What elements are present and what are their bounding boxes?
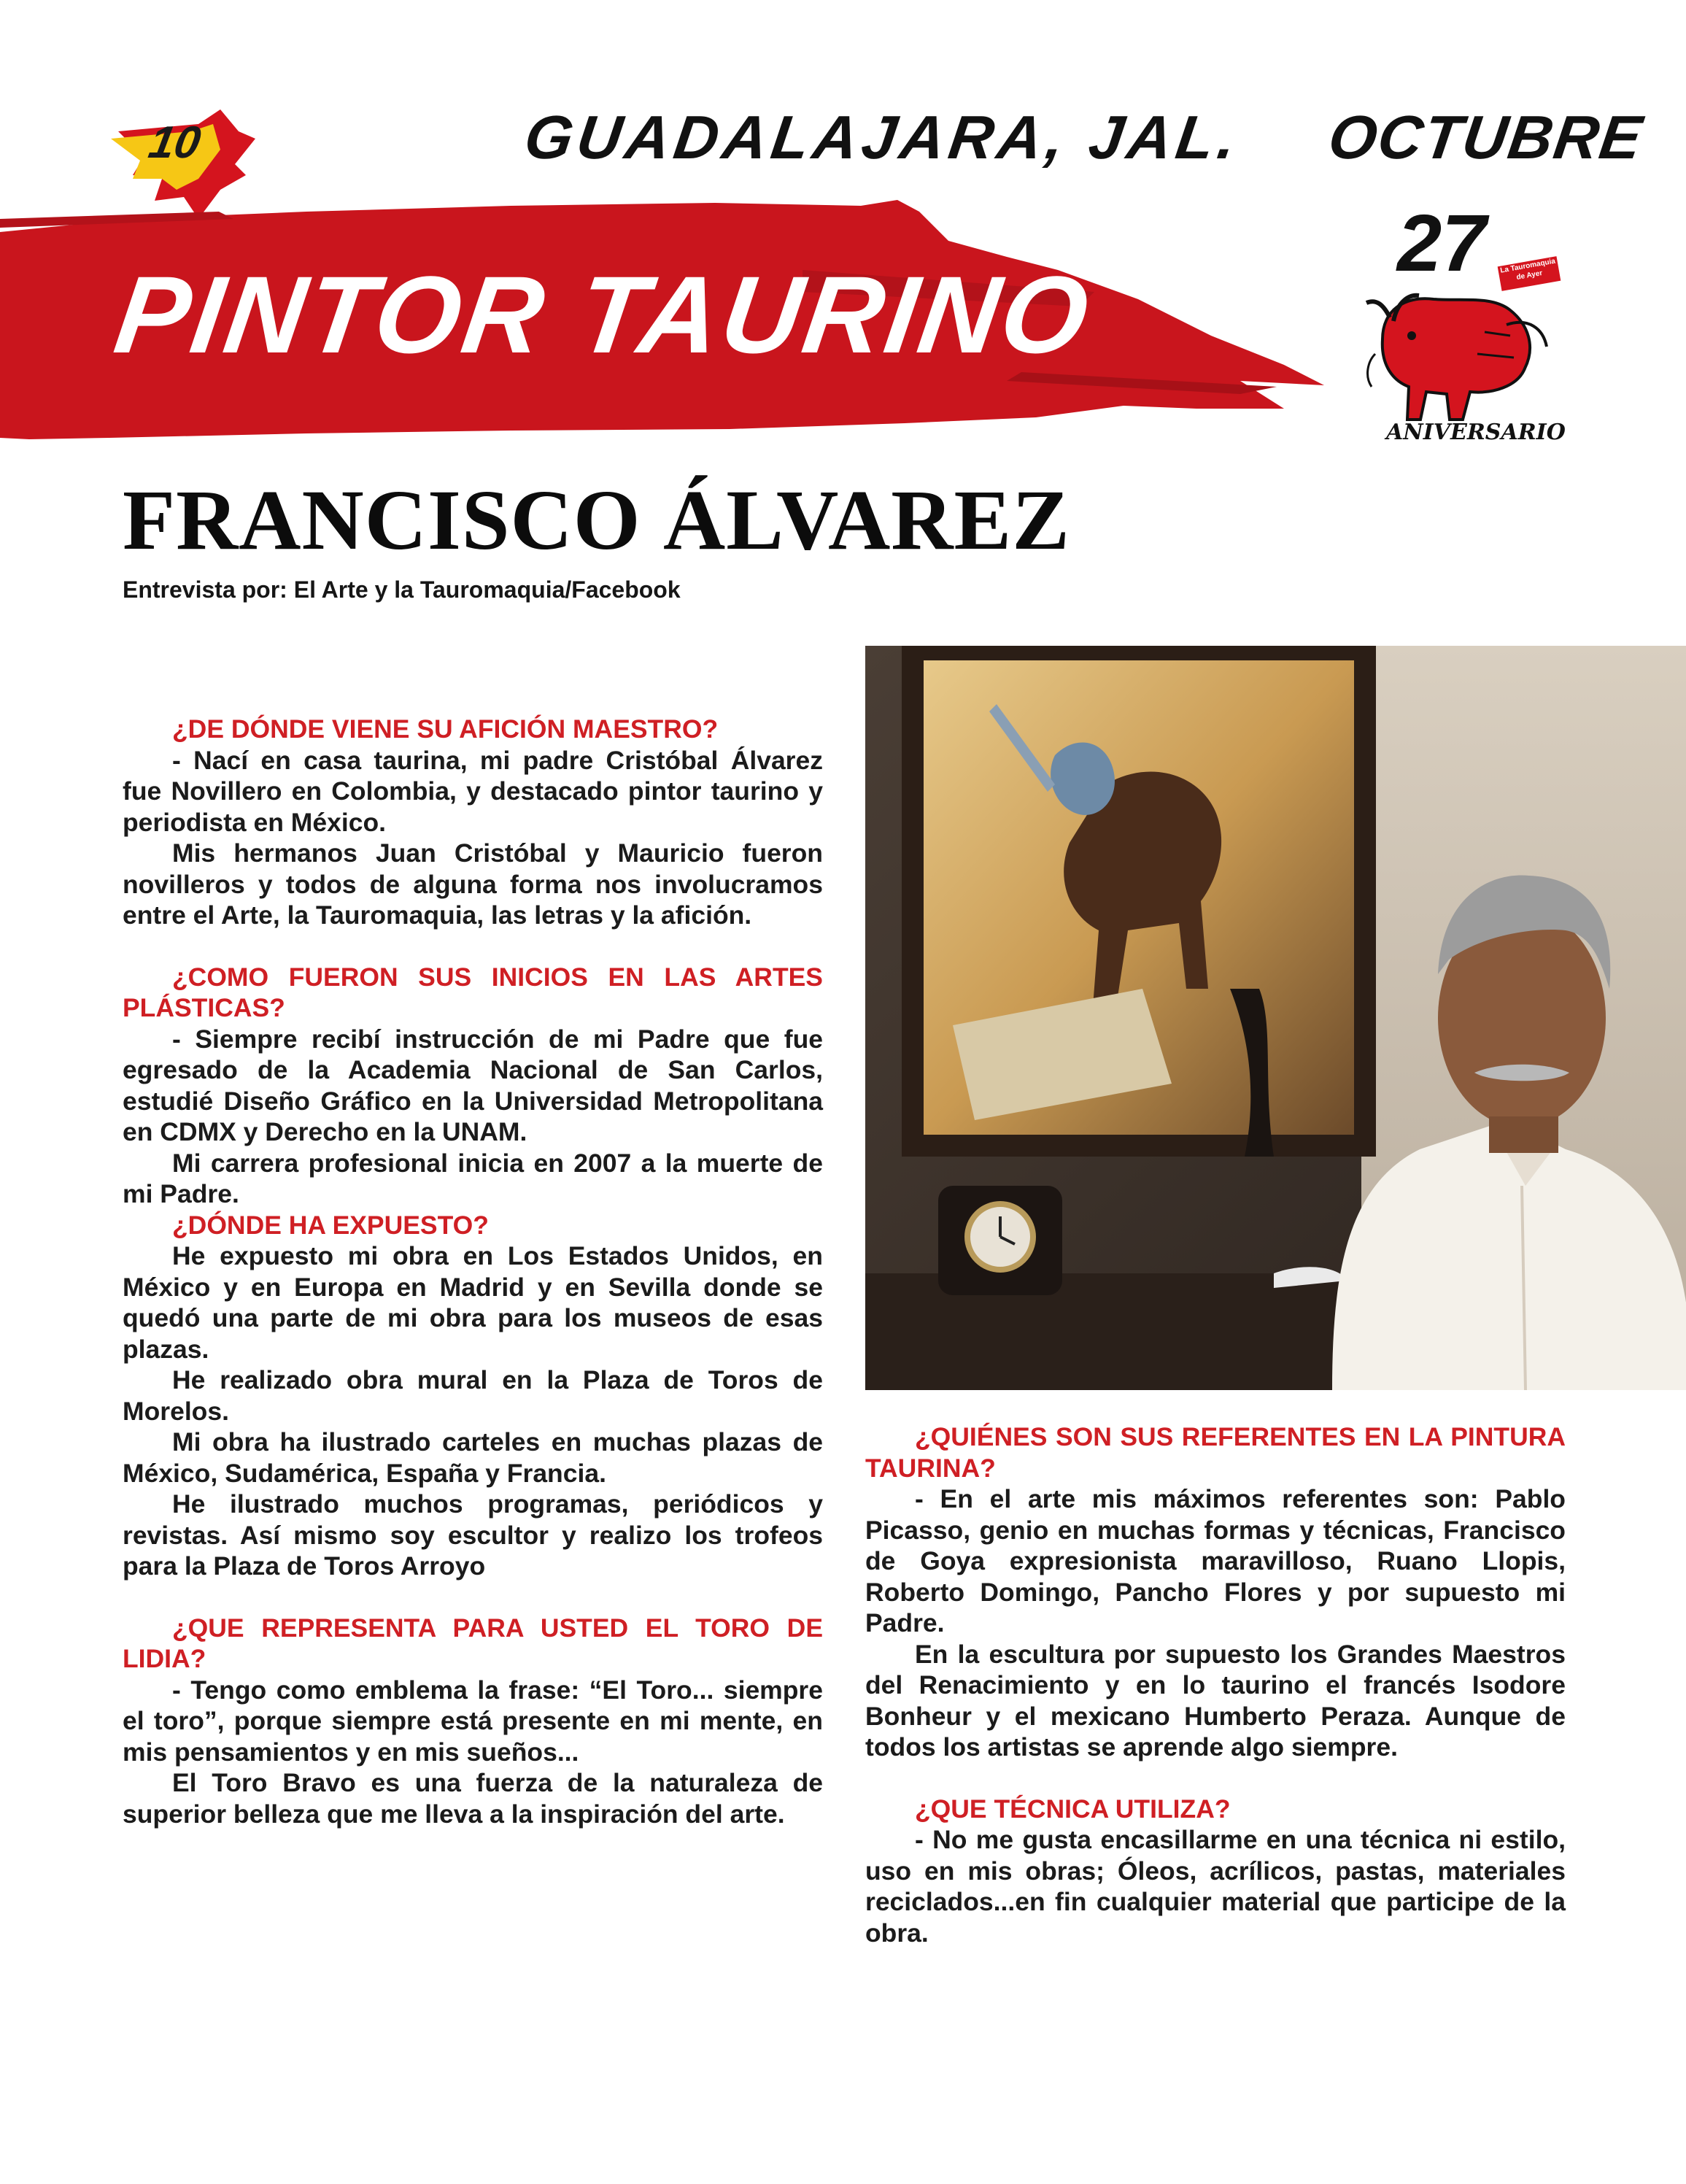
page-number: 10 [144,117,205,168]
question-heading: ¿COMO FUERON SUS INICIOS EN LAS ARTES PLÁSTICAS? [123,962,823,1022]
answer-paragraph: Mi obra ha ilustrado carteles en muchas plazas de México, Sudamérica, España y Francia. [123,1427,823,1488]
answer-paragraph: He realizado obra mural en la Plaza de Toros de Morelos. [123,1365,823,1426]
article-column-right [865,1421,1566,1948]
article-headline: FRANCISCO ÁLVAREZ [123,472,1070,568]
question-heading: ¿QUIÉNES SON SUS REFERENTES EN LA PINTURA TAURINA? [865,1422,1566,1483]
question-heading: ¿DE DÓNDE VIENE SU AFICIÓN MAESTRO? [172,714,719,744]
anniversary-tag: La Tauromaquia de Ayer [1498,256,1561,291]
answer-paragraph: - Siempre recibí instrucción de mi Padre que fue egresado de la Academia Nacional de San Carlos, estudié Diseño Gráfico en la Universidad Metropolitana en CDMX y Derecho en la UNAM. [123,1024,823,1146]
article-byline: Entrevista por: El Arte y la Tauromaquia/Facebook [123,576,681,603]
answer-paragraph: En la escultura por supuesto los Grandes Maestros del Renacimiento y en lo taurino el francés Isodore Bonheur y el mexicano Humberto Peraza. Aunque de todos los artistas se aprende algo siempre. [865,1639,1566,1762]
header-month: OCTUBRE [1324,103,1648,171]
answer-paragraph: - Tengo como emblema la frase: “El Toro... siempre el toro”, porque siempre está presente en mi mente, en mis pensamientos y en mis sueños... [123,1675,823,1767]
answer-paragraph: El Toro Bravo es una fuerza de la naturaleza de superior belleza que me lleva a la inspiración del arte. [123,1768,823,1829]
answer-paragraph: Mi carrera profesional inicia en 2007 a la muerte de mi Padre. [123,1148,823,1208]
answer-paragraph: Mis hermanos Juan Cristóbal y Mauricio fueron novilleros y todos de alguna forma nos involucramos entre el Arte, la Tauromaquia, las letras y la afición. [123,838,823,930]
anniversary-number: 27 [1397,198,1487,288]
artist-portrait-photo [865,646,1686,1390]
answer-paragraph: He expuesto mi obra en Los Estados Unidos, en México y en Europa en Madrid y en Sevilla donde se quedó una parte de mi obra para los museos de esas plazas. [123,1241,823,1364]
question-heading: ¿QUE TÉCNICA UTILIZA? [915,1794,1231,1824]
answer-paragraph: - Nací en casa taurina, mi padre Cristóbal Álvarez fue Novillero en Colombia, y destacado pintor taurino y periodista en México. [123,745,823,837]
answer-paragraph: He ilustrado muchos programas, periódicos y revistas. Así mismo soy escultor y realizo los trofeos para la Plaza de Toros Arroyo [123,1489,823,1581]
answer-paragraph: - No me gusta encasillarme en una técnica ni estilo, uso en mis obras; Óleos, acrílicos, pastas, materiales reciclados...en fin cualquier material que participe de la obra. [865,1825,1566,1948]
question-heading: ¿DÓNDE HA EXPUESTO? [172,1210,489,1240]
header-city: GUADALAJARA, JAL. [520,103,1245,171]
question-heading: ¿QUE REPRESENTA PARA USTED EL TORO DE LIDIA? [123,1613,823,1673]
answer-paragraph: - En el arte mis máximos referentes son: Pablo Picasso, genio en muchas formas y técnicas, Francisco de Goya expresionista maravilloso, Ruano Llopis, Roberto Domingo, Pancho Flores y por supuesto mi Padre. [865,1484,1566,1637]
section-title: PINTOR TAURINO [108,253,1099,376]
article-column-left [123,714,823,1829]
anniversary-caption: ANIVERSARIO [1386,420,1566,445]
